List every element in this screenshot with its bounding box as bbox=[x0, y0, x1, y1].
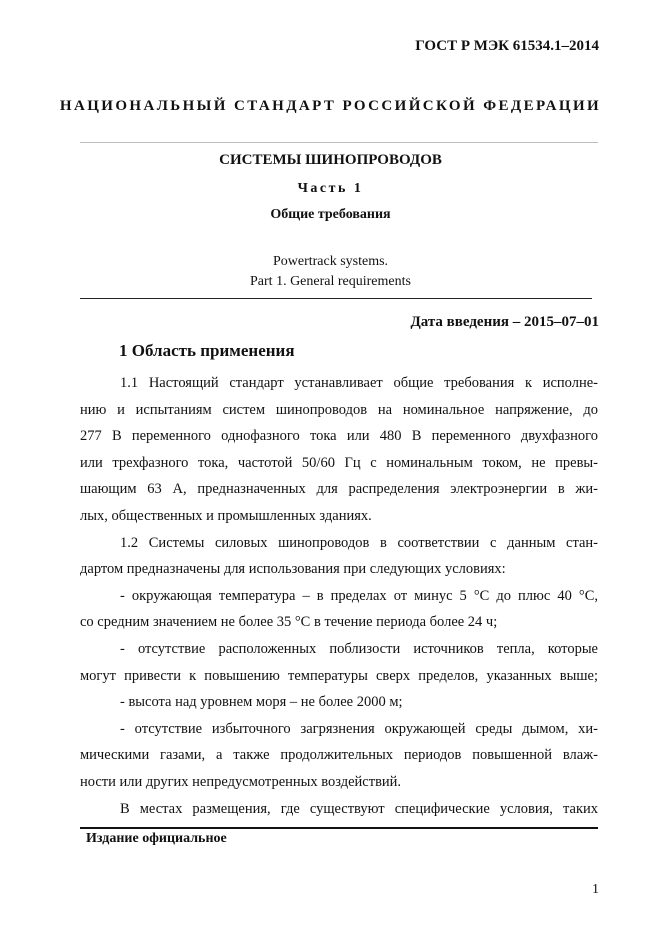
body-line: - высота над уровнем моря – не более 2000 м; bbox=[120, 694, 403, 711]
body-line: шающим 63 А, предназначенных для распределения электроэнергии в жи- bbox=[80, 481, 598, 498]
body-line: со средним значением не более 35 °С в течение периода более 24 ч; bbox=[80, 614, 498, 631]
english-title-line-2: Part 1. General requirements bbox=[250, 274, 411, 289]
body-line: - отсутствие расположенных поблизости источников тепла, которые bbox=[120, 640, 598, 657]
english-title-line-1: Powertrack systems. bbox=[272, 254, 389, 269]
body-line: дартом предназначены для использования при следующих условиях: bbox=[80, 561, 506, 578]
document-subtitle: Общие требования bbox=[270, 207, 391, 222]
section-heading: 1 Область применения bbox=[119, 341, 295, 360]
body-line: 1.2 Системы силовых шинопроводов в соответствии с данным стан- bbox=[120, 534, 598, 551]
body-line: или трехфазного тока, частотой 50/60 Гц с номинальным током, не превы- bbox=[80, 454, 598, 471]
body-line: 1.1 Настоящий стандарт устанавливает общие требования к исполне- bbox=[120, 375, 598, 391]
english-title bbox=[0, 252, 661, 292]
body-line: нию и испытаниям систем шинопроводов на номинальное напряжение, до bbox=[80, 401, 598, 418]
title-divider bbox=[80, 142, 598, 143]
part-label: Часть 1 bbox=[297, 181, 364, 196]
document-title: СИСТЕМЫ ШИНОПРОВОДОВ bbox=[219, 152, 442, 168]
body-line: мическими газами, а также продолжительных периодов повышенной влаж- bbox=[80, 747, 598, 764]
page-number: 1 bbox=[592, 882, 599, 897]
national-standard-title: НАЦИОНАЛЬНЫЙ СТАНДАРТ РОССИЙСКОЙ ФЕДЕРАЦИИ bbox=[59, 98, 602, 114]
standard-code: ГОСТ Р МЭК 61534.1–2014 bbox=[415, 38, 599, 54]
body-line: 277 В переменного однофазного тока или 480 В переменного двухфазного bbox=[80, 428, 598, 445]
body-line: В местах размещения, где существуют специфические условия, таких bbox=[120, 800, 598, 817]
body-line: ности или других непредусмотренных воздействий. bbox=[80, 773, 402, 790]
header-divider bbox=[80, 298, 592, 299]
footer-divider bbox=[80, 827, 598, 829]
section-body bbox=[80, 370, 598, 822]
edition-label: Издание официальное bbox=[86, 831, 227, 846]
body-line: лых, общественных и промышленных зданиях. bbox=[80, 507, 372, 524]
body-line: могут привести к повышению температуры сверх пределов, указанных выше; bbox=[80, 667, 598, 684]
body-line: - отсутствие избыточного загрязнения окружающей среды дымом, хи- bbox=[120, 720, 598, 737]
introduction-date: Дата введения – 2015–07–01 bbox=[410, 314, 599, 330]
body-line: - окружающая температура – в пределах от минус 5 °С до плюс 40 °С, bbox=[120, 587, 598, 604]
